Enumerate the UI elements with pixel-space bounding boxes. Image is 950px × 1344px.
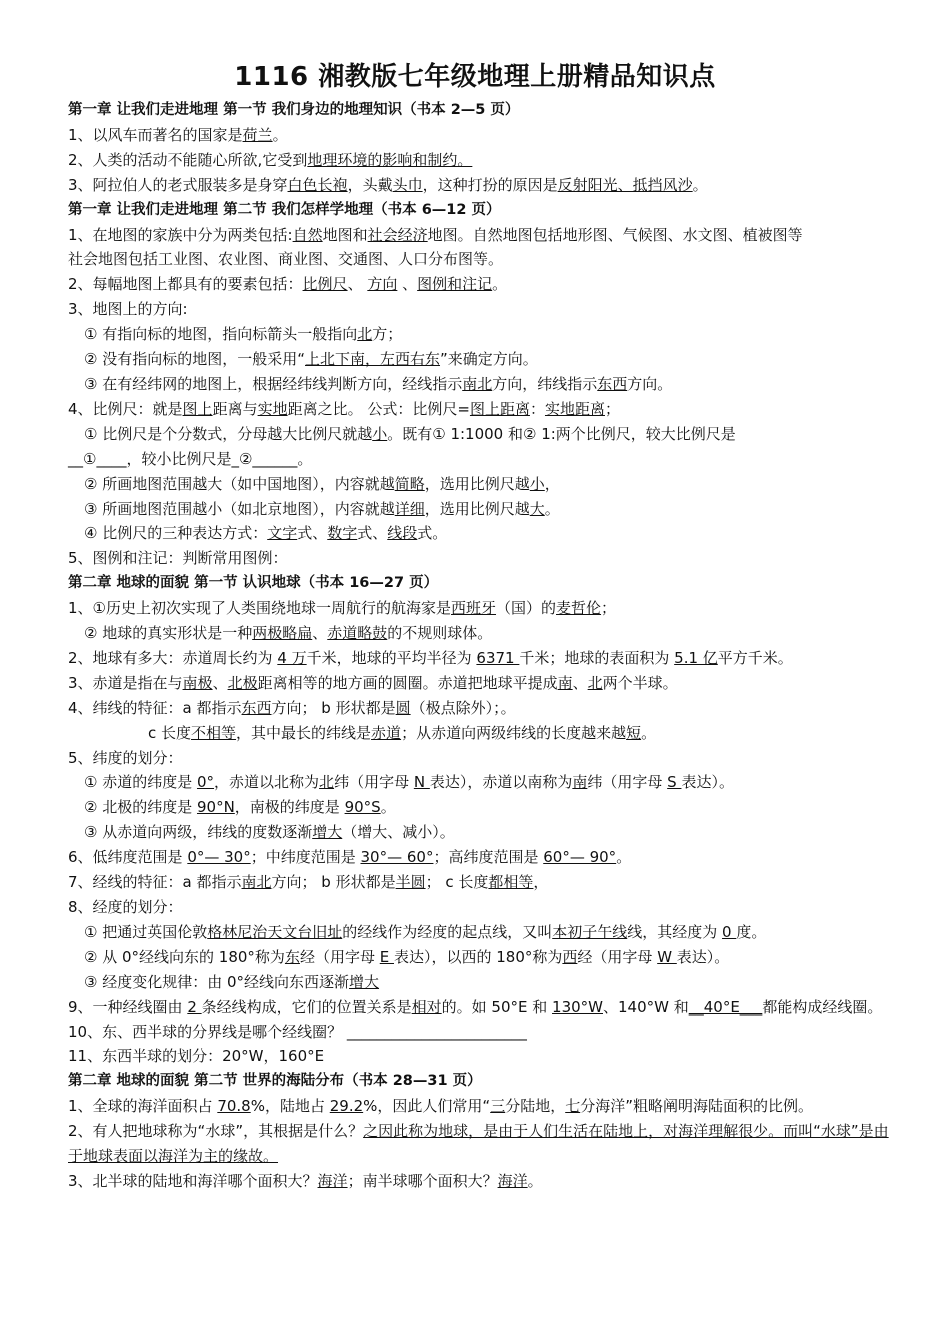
line-text: 平方千米。 (717, 648, 793, 667)
line-text: 8、经度的划分： (68, 898, 183, 916)
answer-text: 实地 (257, 399, 288, 418)
line-text: 分陆地， (505, 1097, 566, 1116)
content-line (68, 247, 890, 272)
line-text: （增大、减小）。 (342, 823, 455, 842)
line-text: c 长度 (148, 723, 192, 742)
sub-item-line (68, 347, 890, 372)
line-text: 分海洋”粗略阐明海陆面积的比例。 (580, 1097, 814, 1116)
line-text: ① 比例尺是个分数式，分母越大比例尺就越 (84, 424, 373, 443)
answer-text: 小 (372, 424, 388, 443)
answer-text: 麦哲伦 (556, 599, 602, 618)
line-text: 社会地图包括工业图、农业图、商业图、交通图、人口分布图等。 (68, 250, 504, 269)
answer-text: 本初子午线 (552, 922, 628, 941)
line-text: __①____，较小比例尺是_②______。 (68, 449, 313, 468)
content-line (68, 671, 890, 696)
answer-text: 都相等 (488, 873, 534, 892)
content-line (68, 272, 890, 297)
line-text: ，南极的纬度是 (234, 798, 345, 817)
answer-text: 七 (565, 1097, 581, 1116)
answer-text: 自然 (292, 225, 323, 244)
line-text: 4、纬线的特征：a 都指示 (68, 698, 242, 717)
answer-text: 赤道略鼓 (327, 624, 388, 643)
sub-item-line (68, 372, 890, 397)
sub-item-line (68, 970, 890, 995)
line-text: ③ 从赤道向两级，纬线的度数逐渐 (84, 823, 313, 842)
line-text: ① 赤道的纬度是 (84, 773, 197, 792)
content-line (68, 173, 890, 198)
line-text: 11、东西半球的划分：20°W，160°E (68, 1047, 325, 1066)
line-text: 方向； b 形状都是 (271, 698, 396, 717)
line-text: 表达）。 (681, 773, 734, 792)
answer-text: 0 (722, 922, 737, 941)
line-text: ；南半球哪个面积大？ (347, 1171, 498, 1190)
line-text: 千米，地球的平均半径为 (306, 648, 477, 667)
answer-text: 北 (319, 773, 335, 792)
line-text: ， (544, 474, 560, 493)
line-text: ② 北极的纬度是 (84, 798, 197, 817)
section-heading (68, 571, 890, 596)
answer-text: 短 (626, 723, 642, 742)
sub-item-line (68, 472, 890, 497)
line-text: 线，其经度为 (627, 922, 723, 941)
line-text: ； c 长度 (425, 873, 489, 892)
line-text: ② 所画地图范围越大（如中国地图），内容就越 (84, 474, 395, 493)
answer-text: 文字 (267, 524, 298, 543)
answer-text: 上北下南，左西右东 (305, 350, 441, 369)
answer-text: 60°— 90° (543, 848, 617, 867)
answer-text: 之因此称为地球，是由于人们生活在陆地上，对海洋理解很少。而叫“水球”是由于地球表面以海洋为主的缘故。 (68, 1122, 889, 1166)
answer-text: 反射阳光、抵挡风沙 (557, 175, 693, 194)
answer-text: 赤道 (371, 723, 402, 742)
answer-text: 增大 (312, 823, 343, 842)
answer-text: 地理环境的影响和制约。 (307, 150, 473, 169)
sub-item-line (68, 497, 890, 522)
answer-text: S (667, 773, 682, 792)
answer-text: 130°W (552, 997, 603, 1016)
line-text: 、 (312, 624, 328, 643)
answer-text: 北 (357, 325, 373, 344)
line-text: 距离与 (212, 399, 258, 418)
line-text: ；高纬度范围是 (433, 848, 544, 867)
line-text: ，赤道以北称为 (214, 773, 320, 792)
answer-text: 相对 (411, 997, 442, 1016)
content-line (68, 646, 890, 671)
content-line (68, 696, 890, 721)
answer-text: 0° (196, 773, 215, 792)
line-text: （极点除外）；。 (410, 698, 516, 717)
answer-text: 详细 (394, 499, 425, 518)
sub-item-line (68, 422, 890, 447)
content-line (68, 1119, 890, 1169)
line-text: ；中纬度范围是 (250, 848, 361, 867)
line-text: 式、 (297, 524, 328, 543)
answer-text: __40°E___ (688, 997, 763, 1016)
sub-item-line (68, 322, 890, 347)
answer-text: 南 (572, 773, 588, 792)
line-text: 式。 (417, 524, 448, 543)
line-text: 、 (212, 673, 228, 692)
line-text: 3、赤道是指在与 (68, 673, 183, 692)
line-text: ，其中最长的纬线是 (236, 723, 372, 742)
answer-text: 半圆 (395, 873, 426, 892)
line-text: ④ 比例尺的三种表达方式： (84, 524, 268, 543)
content-line (68, 870, 890, 895)
line-text: ，选用比例尺越 (424, 474, 530, 493)
answer-text: 南 (557, 673, 573, 692)
line-text: 经（用字母 (299, 947, 380, 966)
answer-text: 90°S (344, 798, 381, 817)
answer-text: 增大 (349, 972, 380, 991)
answer-text: 70.8 (217, 1097, 251, 1116)
line-text: 。既有① 1:1000 和② 1:两个比例尺，较大比例尺是 (387, 424, 736, 443)
line-text: 10、东、西半球的分界线是哪个经线圈？ ________________________ (68, 1022, 527, 1041)
answer-text: 东西 (597, 374, 628, 393)
line-text: 1、以风车而著名的国家是 (68, 125, 243, 144)
line-text: 、140°W 和 (603, 997, 689, 1016)
answer-text: 南北 (241, 873, 272, 892)
line-text: 。 (272, 125, 288, 144)
answer-text: 29.2 (329, 1097, 364, 1116)
answer-text: 图例和注记 (417, 275, 493, 294)
answer-text: 0°— 30° (187, 848, 251, 867)
line-text: ① 把通过英国伦敦 (84, 922, 208, 941)
line-text: 方； (372, 325, 403, 344)
sub-item-line (68, 795, 890, 820)
section-heading (68, 98, 890, 123)
line-text: 方向，纬线指示 (492, 374, 598, 393)
line-text: 经（用字母 (577, 947, 658, 966)
line-text: 3、地图上的方向: (68, 300, 188, 319)
content-line (68, 596, 890, 621)
answer-text: 三 (490, 1097, 506, 1116)
content-line (68, 1020, 890, 1045)
answer-text: 西 (562, 947, 578, 966)
line-text: 方向。 (627, 374, 673, 393)
answer-text: 东 (284, 947, 300, 966)
line-text: 。 (492, 275, 508, 294)
line-text: 纬（用字母 (334, 773, 414, 792)
content-line (68, 123, 890, 148)
line-text: 2、有人把地球称为“水球”，其根据是什么？ (68, 1122, 364, 1141)
content-line (68, 397, 890, 422)
answer-text: 数字 (327, 524, 358, 543)
line-text: 条经线构成，它们的位置关系是 (201, 997, 412, 1016)
line-text: ； (601, 599, 617, 618)
line-text: ① 有指向标的地图，指向标箭头一般指向 (84, 325, 358, 344)
line-text: 纬（用字母 (587, 773, 668, 792)
answer-text: 比例尺 (302, 275, 348, 294)
line-text: 度。 (736, 922, 767, 941)
answer-text: 图上 (182, 399, 213, 418)
answer-text: 格林尼治天文台旧址 (207, 922, 343, 941)
answer-text: 6371 (476, 648, 520, 667)
answer-text: 海洋 (317, 1171, 348, 1190)
line-text: 地图。自然地图包括地形图、气候图、水文图、植被图等 (427, 225, 803, 244)
answer-text: 海洋 (497, 1171, 528, 1190)
content-line (68, 1094, 890, 1119)
line-text: 。 (527, 1171, 543, 1190)
answer-text: 荷兰 (242, 125, 273, 144)
line-text: 方向； b 形状都是 (271, 873, 396, 892)
line-text: 两个半球。 (602, 673, 678, 692)
answer-text: 白色长袍 (287, 175, 348, 194)
sub-item-line (68, 521, 890, 546)
answer-text: 5.1 亿 (674, 648, 718, 667)
content-line (68, 845, 890, 870)
answer-text: 小 (529, 474, 545, 493)
answer-text: 线段 (387, 524, 418, 543)
line-text: 6、低纬度范围是 (68, 848, 188, 867)
sub-item-line (68, 770, 890, 795)
line-text: 4、比例尺：就是 (68, 399, 183, 418)
line-text: 2、地球有多大：赤道周长约为 (68, 648, 278, 667)
line-text: 3、阿拉伯人的老式服装多是身穿 (68, 175, 288, 194)
content-line (68, 995, 890, 1020)
line-text: 。 (544, 499, 560, 518)
line-text: （国）的 (496, 599, 557, 618)
line-text: 。 (616, 848, 632, 867)
answer-text: 大 (529, 499, 545, 518)
sub-item-line (68, 820, 890, 845)
line-text: 。 (692, 175, 708, 194)
answer-text: 头巾 (392, 175, 423, 194)
line-text: 。 (641, 723, 657, 742)
answer-text: 北 (587, 673, 603, 692)
answer-text: 不相等 (191, 723, 237, 742)
answer-text: 简略 (394, 474, 425, 493)
content-line (68, 297, 890, 322)
line-text: 2、每幅地图上都具有的要素包括： (68, 275, 303, 294)
answer-text: 东西 (241, 698, 272, 717)
answer-text: 圆 (395, 698, 411, 717)
line-text: ② 地球的真实形状是一种 (84, 624, 253, 643)
line-text: 表达），赤道以南称为 (429, 773, 573, 792)
line-text: 1、全球的海洋面积占 (68, 1097, 218, 1116)
sub-item-line (68, 945, 890, 970)
sub-item-line (68, 920, 890, 945)
answer-text: 南北 (462, 374, 493, 393)
answer-text: 30°— 60° (360, 848, 434, 867)
line-text: 都能构成经线圈。 (762, 997, 883, 1016)
document-title: 1116 湘教版七年级地理上册精品知识点 (234, 62, 716, 92)
line-text: 距离相等的地方画的圆圈。赤道把地球平提成 (257, 673, 558, 692)
content-line (68, 1169, 890, 1194)
answer-text: 北极 (227, 673, 258, 692)
content-line (68, 895, 890, 920)
answer-text: 90°N (196, 798, 235, 817)
line-text: 、 (397, 275, 418, 294)
line-text: ，这种打扮的原因是 (422, 175, 558, 194)
answer-text: 2 (187, 997, 202, 1016)
section-heading (68, 198, 890, 223)
section-heading (68, 1069, 890, 1094)
line-text: ③ 所画地图范围越小（如北京地图），内容就越 (84, 499, 395, 518)
content-line (68, 223, 890, 248)
line-text: 1、在地图的家族中分为两类包括: (68, 225, 293, 244)
content-line (68, 746, 890, 771)
line-text: ；从赤道向两级纬线的长度越来越 (401, 723, 627, 742)
answer-text: 实地距离 (544, 399, 605, 418)
answer-text: 南极 (182, 673, 213, 692)
line-text: ，头戴 (347, 175, 393, 194)
line-text: 的不规则球体。 (387, 624, 493, 643)
line-text: 1、①历史上初次实现了人类围绕地球一周航行的航海家是 (68, 599, 451, 618)
sub-item-line (68, 621, 890, 646)
line-text: ③ 经度变化规律：由 0°经线向东西逐渐 (84, 972, 350, 991)
answer-text: E (379, 947, 394, 966)
answer-text: W (657, 947, 677, 966)
line-text: ， (533, 873, 549, 892)
content-line (68, 546, 890, 571)
line-text: ； (604, 399, 620, 418)
content-line (68, 148, 890, 173)
line-text: ”来确定方向。 (440, 350, 538, 369)
content-line (68, 447, 890, 472)
line-text: ② 从 0°经线向东的 180°称为 (84, 947, 285, 966)
line-text: 式、 (357, 524, 388, 543)
line-text: ，选用比例尺越 (424, 499, 530, 518)
line-text: 第一章 让我们走进地理 第二节 我们怎样学地理（书本 6—12 页） (68, 201, 501, 218)
line-text: 2、人类的活动不能随心所欲,它受到 (68, 150, 308, 169)
document-body (68, 98, 890, 1194)
line-text: ③ 在有经纬网的地图上，根据经纬线判断方向，经线指示 (84, 374, 463, 393)
line-text: 第二章 地球的面貌 第二节 世界的海陆分布（书本 28—31 页） (68, 1073, 482, 1090)
line-text: 9、一种经线圈由 (68, 997, 188, 1016)
answer-text: 方向 (367, 275, 398, 294)
line-text: 7、经线的特征：a 都指示 (68, 873, 242, 892)
answer-text: 社会经济 (367, 225, 428, 244)
line-text: 5、纬度的划分： (68, 748, 183, 767)
line-text: 、 (572, 673, 588, 692)
answer-text: 两极略扁 (252, 624, 313, 643)
line-text: 5、图例和注记：判断常用图例： (68, 549, 288, 568)
line-text: 第一章 让我们走进地理 第一节 我们身边的地理知识（书本 2—5 页） (68, 102, 520, 118)
line-text: 3、北半球的陆地和海洋哪个面积大？ (68, 1171, 318, 1190)
line-text: 千米；地球的表面积为 (519, 648, 675, 667)
answer-text: 4 万 (277, 648, 307, 667)
line-text: 的。如 50°E 和 (441, 997, 553, 1016)
line-text: 表达）。 (676, 947, 730, 966)
sub-item-line (68, 721, 890, 746)
line-text: 表达），以西的 180°称为 (393, 947, 563, 966)
line-text: %，陆地占 (250, 1097, 330, 1116)
content-line (68, 1044, 890, 1069)
line-text: 距离之比。 公式：比例尺= (287, 399, 470, 418)
answer-text: 图上距离 (469, 399, 530, 418)
line-text: 。 (380, 798, 396, 817)
line-text: 地图和 (322, 225, 368, 244)
answer-text: 西班牙 (451, 599, 497, 618)
line-text: ② 没有指向标的地图，一般采用“ (84, 350, 305, 369)
line-text: 、 (347, 275, 368, 294)
line-text: 第二章 地球的面貌 第一节 认识地球（书本 16—27 页） (68, 575, 439, 592)
line-text: %，因此人们常用“ (363, 1097, 491, 1116)
line-text: 的经线作为经度的起点线，又叫 (342, 922, 553, 941)
answer-text: N (413, 773, 430, 792)
line-text: ： (529, 399, 545, 418)
